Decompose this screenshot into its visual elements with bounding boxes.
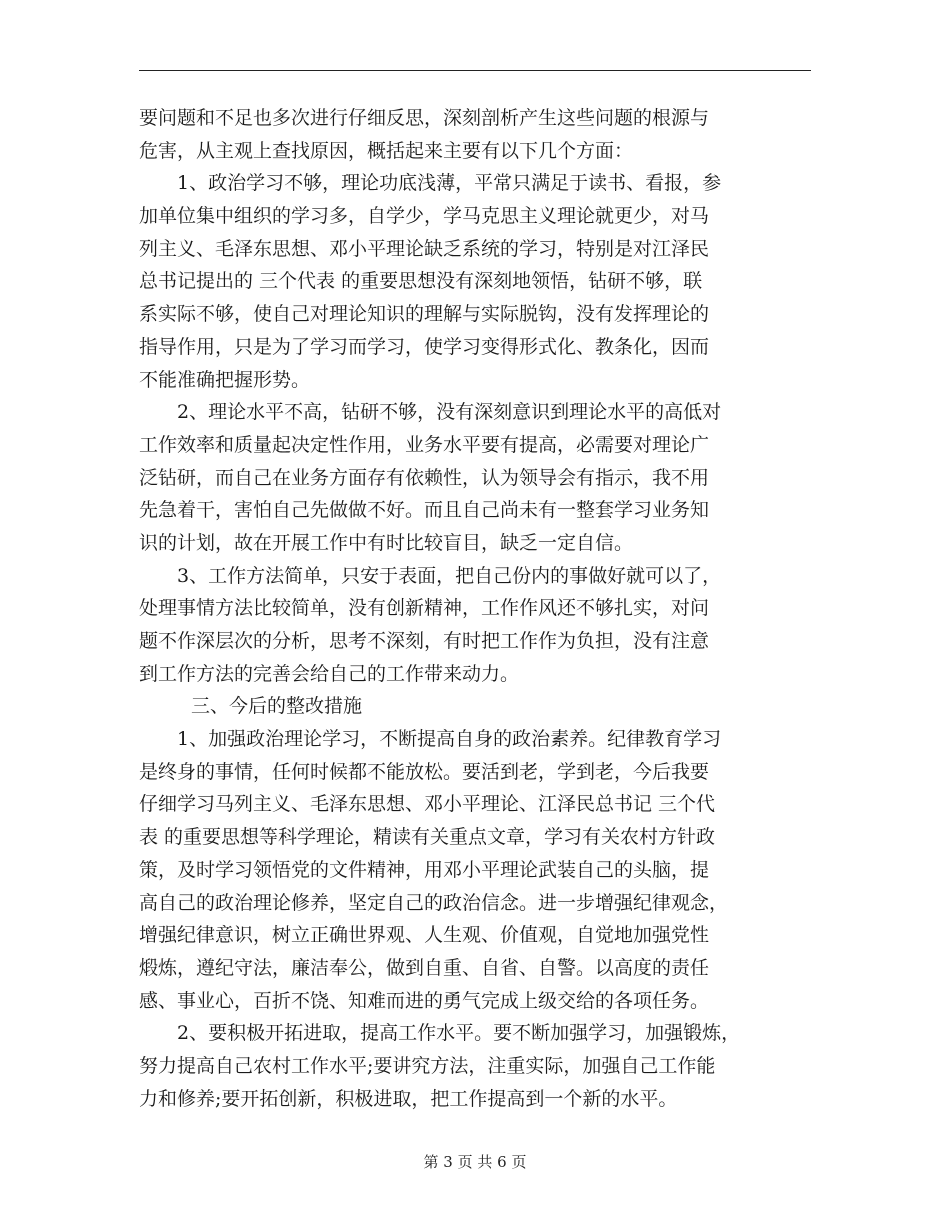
text-line: 到工作方法的完善会给自己的工作带来动力。 xyxy=(139,662,520,685)
text-line: 仔细学习马列主义、毛泽东思想、邓小平理论、江泽民总书记 三个代 xyxy=(139,793,716,816)
text-line: 工作效率和质量起决定性作用，业务水平要有提高，必需要对理论广 xyxy=(139,433,710,456)
text-line: 题不作深层次的分析，思考不深刻，有时把工作作为负担，没有注意 xyxy=(139,630,710,652)
text-line: 增强纪律意识，树立正确世界观、人生观、价值观，自觉地加强党性 xyxy=(139,924,710,947)
text-line: 不能准确把握形势。 xyxy=(139,368,311,391)
section-heading: 三、今后的整改措施 xyxy=(191,695,363,718)
text-line: 力和修养;要开拓创新，积极进取，把工作提高到一个新的水平。 xyxy=(139,1087,678,1110)
text-line: 策，及时学习领悟党的文件精神，用邓小平理论武装自己的头脑，提 xyxy=(139,858,710,881)
text-line: 指导作用，只是为了学习而学习，使学习变得形式化、教条化，因而 xyxy=(139,335,710,358)
text-line: 1、加强政治理论学习，不断提高自身的政治素养。纪律教育学习 xyxy=(177,728,722,751)
text-line: 1、政治学习不够，理论功底浅薄，平常只满足于读书、看报，参 xyxy=(177,172,722,195)
text-line: 3、工作方法简单，只安于表面，把自己份内的事做好就可以了， xyxy=(177,564,722,587)
text-line: 系实际不够，使自己对理论知识的理解与实际脱钩，没有发挥理论的 xyxy=(139,303,710,326)
text-line: 2、理论水平不高，钻研不够，没有深刻意识到理论水平的高低对 xyxy=(177,401,722,424)
text-line: 煅炼，遵纪守法，廉洁奉公，做到自重、自省、自警。以高度的责任 xyxy=(139,956,710,979)
page-number: 第 3 页 共 6 页 xyxy=(423,1153,527,1171)
text-line: 2、要积极开拓进取，提高工作水平。要不断加强学习，加强锻炼， xyxy=(177,1022,741,1045)
text-line: 是终身的事情，任何时候都不能放松。要活到老，学到老，今后我要 xyxy=(139,760,710,783)
text-line: 加单位集中组织的学习多，自学少，学马克思主义理论就更少，对马 xyxy=(139,205,710,228)
text-line: 先急着干，害怕自己先做做不好。而且自己尚未有一整套学习业务知 xyxy=(139,499,710,522)
text-line: 处理事情方法比较简单，没有创新精神，工作作风还不够扎实，对问 xyxy=(139,597,710,620)
text-line: 识的计划，故在开展工作中有时比较盲目，缺乏一定自信。 xyxy=(139,531,634,554)
text-line: 总书记提出的 三个代表 的重要思想没有深刻地领悟，钻研不够，联 xyxy=(139,270,703,293)
text-line: 泛钻研，而自己在业务方面存有依赖性，认为领导会有指示，我不用 xyxy=(139,466,710,489)
text-line: 高自己的政治理论修养，坚定自己的政治信念。进一步增强纪律观念， xyxy=(139,891,729,914)
text-line: 努力提高自己农村工作水平;要讲究方法，注重实际，加强自己工作能 xyxy=(139,1054,716,1077)
text-line: 要问题和不足也多次进行仔细反思，深刻剖析产生这些问题的根源与 xyxy=(139,107,710,129)
text-line: 危害，从主观上查找原因，概括起来主要有以下几个方面： xyxy=(139,139,634,162)
text-line: 表 的重要思想等科学理论，精读有关重点文章，学习有关农村方针政 xyxy=(139,826,716,849)
text-line: 列主义、毛泽东思想、邓小平理论缺乏系统的学习，特别是对江泽民 xyxy=(139,237,710,260)
document-body xyxy=(139,102,811,1115)
header-rule xyxy=(139,70,811,71)
text-line: 感、事业心，百折不饶、知难而进的勇气完成上级交给的各项任务。 xyxy=(139,989,710,1012)
